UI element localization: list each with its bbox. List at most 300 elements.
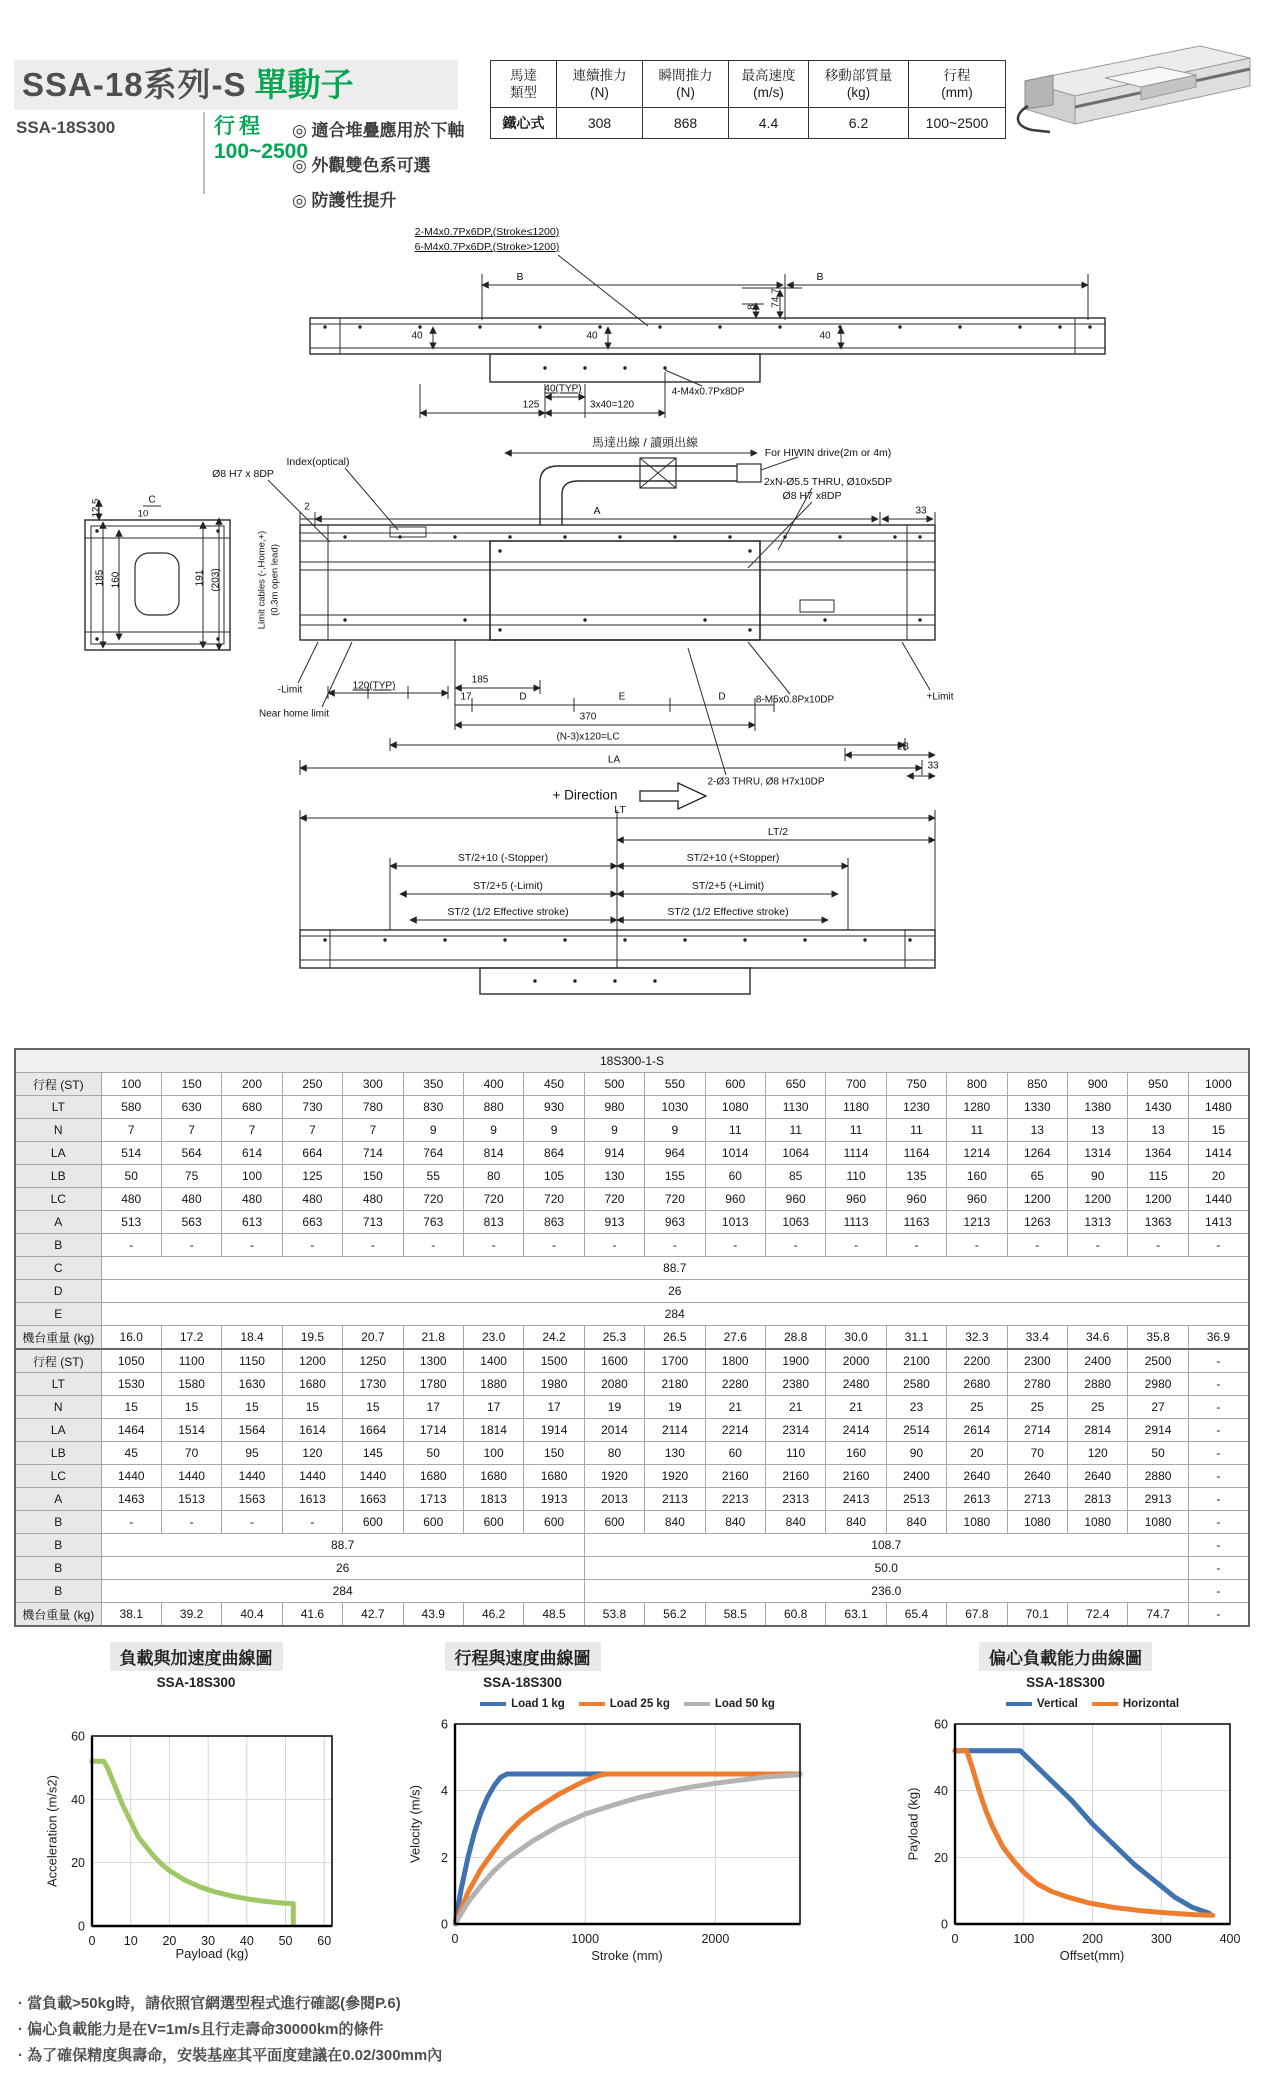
table-cell: 863	[524, 1211, 584, 1234]
spec-value: 100~2500	[909, 108, 1006, 139]
table-cell: 1380	[1068, 1096, 1128, 1119]
table-cell: 2880	[1128, 1465, 1188, 1488]
table-cell: 16.0	[101, 1326, 161, 1350]
chart-subtitle: SSA-18S300	[483, 1675, 562, 1690]
y-tick-label: 0	[941, 1917, 948, 1932]
table-cell: 24.2	[524, 1326, 584, 1350]
chart-header	[878, 1642, 1253, 1690]
drawing-shape	[573, 979, 576, 982]
drawing-shape	[85, 520, 230, 650]
dim-label: For HIWIN drive(2m or 4m)	[764, 447, 892, 459]
table-cell: 100	[222, 1165, 282, 1188]
table-cell: 1440	[161, 1465, 221, 1488]
dim-label: C	[148, 494, 156, 506]
table-row	[15, 1073, 1249, 1096]
table-cell: 713	[343, 1211, 403, 1234]
feature-bullet: ◎ 防護性提升	[292, 191, 397, 210]
x-tick-label: 1000	[571, 1932, 600, 1946]
dim-label: 185	[471, 674, 489, 686]
y-tick-label: 40	[934, 1784, 948, 1799]
table-cell: 720	[463, 1188, 523, 1211]
table-row	[15, 1396, 1249, 1419]
table-cell-merged: 284	[101, 1580, 584, 1603]
table-cell: 9	[463, 1119, 523, 1142]
table-cell: 600	[705, 1073, 765, 1096]
table-cell: 714	[343, 1142, 403, 1165]
table-cell: 120	[1068, 1442, 1128, 1465]
legend-swatch	[579, 1702, 605, 1706]
table-cell: 664	[282, 1142, 342, 1165]
dim-label: 185	[94, 569, 106, 587]
row-label: LA	[15, 1142, 101, 1165]
table-cell: 110	[826, 1165, 886, 1188]
table-row	[15, 1603, 1249, 1627]
table-cell: 15	[282, 1396, 342, 1419]
x-tick-label: 50	[278, 1934, 293, 1948]
table-cell: 150	[524, 1442, 584, 1465]
table-cell: 650	[765, 1073, 825, 1096]
drawing-shape	[688, 648, 726, 775]
table-cell: 2280	[705, 1373, 765, 1396]
table-cell: 480	[282, 1188, 342, 1211]
chart-plot	[40, 1700, 352, 1952]
table-cell: 1200	[1128, 1188, 1188, 1211]
drawing-shape	[478, 325, 481, 328]
table-cell: 17	[463, 1396, 523, 1419]
chart-stroke-velocity	[385, 1642, 817, 1987]
row-label: C	[15, 1257, 101, 1280]
table-cell: 2214	[705, 1419, 765, 1442]
table-cell: 58.5	[705, 1603, 765, 1627]
table-cell: -	[947, 1234, 1007, 1257]
table-cell: 564	[161, 1142, 221, 1165]
dim-label: -Limit	[277, 684, 303, 696]
table-cell: 53.8	[584, 1603, 644, 1627]
table-cell: 1914	[524, 1419, 584, 1442]
table-cell: 2300	[1007, 1349, 1067, 1373]
table-cell: 2113	[645, 1488, 705, 1511]
table-cell: 2780	[1007, 1373, 1067, 1396]
table-cell: 1280	[947, 1096, 1007, 1119]
table-cell: 34.6	[1068, 1326, 1128, 1350]
table-cell: 1713	[403, 1488, 463, 1511]
table-cell: 33.4	[1007, 1326, 1067, 1350]
table-cell-merged: 236.0	[584, 1580, 1188, 1603]
table-cell: -	[101, 1511, 161, 1534]
table-cell: 65.4	[886, 1603, 946, 1627]
table-cell: 2200	[947, 1349, 1007, 1373]
drawing-shape	[323, 325, 326, 328]
y-tick-label: 20	[71, 1856, 85, 1871]
dim-label: (0.3m open lead)	[269, 544, 281, 616]
dim-label: 40(TYP)	[544, 383, 582, 395]
drawing-shape	[658, 325, 661, 328]
table-cell: 80	[463, 1165, 523, 1188]
table-cell: 15	[101, 1396, 161, 1419]
table-cell: 813	[463, 1211, 523, 1234]
spec-header: 馬達 類型	[491, 61, 557, 108]
drawing-shape	[558, 255, 648, 326]
table-cell: -	[1188, 1349, 1249, 1373]
dim-label: (N-3)x120=LC	[556, 731, 620, 743]
x-axis-label: Payload (kg)	[175, 1946, 249, 1961]
table-cell: 1440	[101, 1465, 161, 1488]
x-tick-label: 10	[123, 1934, 138, 1948]
table-cell: 70.1	[1007, 1603, 1067, 1627]
x-tick-label: 400	[1219, 1932, 1241, 1946]
table-cell: 1464	[101, 1419, 161, 1442]
drawing-shape	[902, 642, 930, 690]
table-cell: 150	[161, 1073, 221, 1096]
chart-plot	[878, 1716, 1253, 1952]
table-cell: 1013	[705, 1211, 765, 1234]
row-label: LB	[15, 1442, 101, 1465]
table-cell: 1363	[1128, 1211, 1188, 1234]
dim-label: 3x40=120	[589, 399, 635, 411]
table-cell: 20	[1188, 1165, 1249, 1188]
drawing-shape	[653, 979, 656, 982]
table-cell: 1730	[343, 1373, 403, 1396]
drawing-shape	[778, 325, 781, 328]
table-cell: 21	[765, 1396, 825, 1419]
table-row	[15, 1373, 1249, 1396]
table-cell: 2813	[1068, 1488, 1128, 1511]
table-cell: 13	[1128, 1119, 1188, 1142]
drawing-shape	[298, 642, 318, 683]
table-cell: 630	[161, 1096, 221, 1119]
table-cell: 2413	[826, 1488, 886, 1511]
dim-label: 40	[411, 330, 423, 342]
table-cell: 2640	[1068, 1465, 1128, 1488]
table-cell: 1440	[343, 1465, 403, 1488]
drawing-shape	[803, 938, 806, 941]
drawing-shape	[583, 618, 586, 621]
y-tick-label: 60	[934, 1717, 948, 1732]
chart-subtitle: SSA-18S300	[1026, 1675, 1105, 1690]
drawing-shape	[623, 366, 626, 369]
table-cell: 814	[463, 1142, 523, 1165]
table-cell: 17	[524, 1396, 584, 1419]
model-code: SSA-18S300	[16, 118, 116, 137]
table-cell: 1263	[1007, 1211, 1067, 1234]
table-row	[15, 1534, 1249, 1557]
dim-label: B	[516, 271, 524, 283]
dim-label: Ø8 H7 x8DP	[782, 490, 842, 502]
dim-label: LB	[896, 741, 910, 753]
table-cell: 2180	[645, 1373, 705, 1396]
dim-label: ST/2+10 (+Stopper)	[686, 852, 780, 864]
table-cell: 2913	[1128, 1488, 1188, 1511]
table-cell: 1014	[705, 1142, 765, 1165]
dim-label: Ø8 H7 x 8DP	[212, 468, 274, 480]
chart-subtitle: SSA-18S300	[156, 1675, 236, 1690]
row-label: N	[15, 1396, 101, 1419]
table-cell: 1780	[403, 1373, 463, 1396]
table-cell: 960	[826, 1188, 886, 1211]
table-cell: 1680	[463, 1465, 523, 1488]
table-cell: 21.8	[403, 1326, 463, 1350]
drawing-shape	[135, 553, 179, 615]
dim-label: 191	[194, 569, 206, 587]
table-cell: 480	[161, 1188, 221, 1211]
drawing-lines	[0, 170, 1264, 1045]
x-tick-label: 40	[239, 1934, 254, 1948]
legend-item	[1006, 1698, 1078, 1710]
table-cell: 20	[947, 1442, 1007, 1465]
table-cell: 1430	[1128, 1096, 1188, 1119]
drawing-shape	[300, 525, 935, 640]
table-cell: 1080	[705, 1096, 765, 1119]
y-tick-label: 0	[78, 1919, 85, 1934]
table-cell: 40.4	[222, 1603, 282, 1627]
legend-swatch	[684, 1702, 710, 1706]
table-cell: 500	[584, 1073, 644, 1096]
table-cell: 960	[765, 1188, 825, 1211]
table-cell: 1163	[886, 1211, 946, 1234]
dim-label: D	[718, 691, 726, 703]
table-cell: 2400	[1068, 1349, 1128, 1373]
legend-label: Load 50 kg	[714, 1698, 775, 1710]
table-cell: 1200	[282, 1349, 342, 1373]
stroke-range: 100~2500	[214, 140, 309, 163]
table-cell: 1414	[1188, 1142, 1249, 1165]
spec-header: 瞬間推力 (N)	[643, 61, 729, 108]
drawing-shape	[783, 535, 786, 538]
table-cell: 60	[705, 1165, 765, 1188]
table-cell: 1680	[524, 1465, 584, 1488]
y-tick-label: 40	[71, 1792, 85, 1807]
table-cell: 125	[282, 1165, 342, 1188]
table-cell: 350	[403, 1073, 463, 1096]
table-cell-merged: -	[1188, 1557, 1249, 1580]
table-cell: 70	[161, 1442, 221, 1465]
table-row	[15, 1257, 1249, 1280]
table-cell: 130	[645, 1442, 705, 1465]
dim-label: ST/2+5 (-Limit)	[473, 880, 543, 892]
table-cell: 2713	[1007, 1488, 1067, 1511]
table-cell: 11	[947, 1119, 1007, 1142]
table-cell: 720	[403, 1188, 463, 1211]
table-row	[15, 1580, 1249, 1603]
dim-label: Index(optical)	[286, 456, 350, 468]
table-cell: 964	[645, 1142, 705, 1165]
table-cell: 1250	[343, 1349, 403, 1373]
chart-header	[385, 1642, 660, 1690]
table-cell: 50	[101, 1165, 161, 1188]
table-cell: -	[524, 1234, 584, 1257]
table-cell: 2314	[765, 1419, 825, 1442]
table-cell: 63.1	[826, 1603, 886, 1627]
drawing-shape	[918, 618, 921, 621]
table-cell: 11	[826, 1119, 886, 1142]
drawing-shape	[893, 535, 896, 538]
table-row	[15, 1142, 1249, 1165]
table-cell: -	[1188, 1511, 1249, 1534]
table-cell: 15	[1188, 1119, 1249, 1142]
table-cell: -	[1188, 1234, 1249, 1257]
table-row	[15, 1511, 1249, 1534]
table-cell: 720	[524, 1188, 584, 1211]
table-cell: 1300	[403, 1349, 463, 1373]
table-cell: 2513	[886, 1488, 946, 1511]
table-cell: 1180	[826, 1096, 886, 1119]
table-cell: 2914	[1128, 1419, 1188, 1442]
table-cell: 2640	[947, 1465, 1007, 1488]
table-cell: 21	[705, 1396, 765, 1419]
table-cell: 613	[222, 1211, 282, 1234]
table-cell: 110	[765, 1442, 825, 1465]
dim-label: ST/2 (1/2 Effective stroke)	[667, 906, 789, 918]
table-row	[15, 1303, 1249, 1326]
drawing-shape	[503, 938, 506, 941]
drawing-shape	[540, 466, 737, 525]
table-cell: 2980	[1128, 1373, 1188, 1396]
table-cell: 1080	[1007, 1511, 1067, 1534]
drawing-shape	[618, 535, 621, 538]
table-cell: 105	[524, 1165, 584, 1188]
table-cell: 1663	[343, 1488, 403, 1511]
row-label: B	[15, 1534, 101, 1557]
table-cell: 1200	[1068, 1188, 1128, 1211]
table-row	[15, 1119, 1249, 1142]
table-cell: 750	[886, 1073, 946, 1096]
table-cell-merged: 88.7	[101, 1257, 1249, 1280]
row-label: N	[15, 1119, 101, 1142]
row-label: A	[15, 1488, 101, 1511]
table-row	[15, 1280, 1249, 1303]
drawing-shape	[563, 535, 566, 538]
drawing-shape	[398, 535, 401, 538]
table-cell: 1000	[1188, 1073, 1249, 1096]
table-cell-merged: 108.7	[584, 1534, 1188, 1557]
table-cell: 1913	[524, 1488, 584, 1511]
dim-label: + Direction	[552, 787, 618, 803]
table-cell: 1920	[584, 1465, 644, 1488]
table-cell: 19	[584, 1396, 644, 1419]
table-cell: 1164	[886, 1142, 946, 1165]
table-cell: 1114	[826, 1142, 886, 1165]
table-row	[15, 1349, 1249, 1373]
table-cell: 90	[886, 1442, 946, 1465]
table-cell: 1214	[947, 1142, 1007, 1165]
chart-legend	[955, 1698, 1230, 1710]
drawing-shape	[358, 325, 361, 328]
table-cell: -	[886, 1234, 946, 1257]
table-cell: 1440	[1188, 1188, 1249, 1211]
series-title: SSA-18系列-S	[22, 66, 247, 103]
drawing-shape	[748, 502, 812, 568]
table-cell: -	[1188, 1465, 1249, 1488]
table-cell: 100	[463, 1442, 523, 1465]
table-cell: 9	[403, 1119, 463, 1142]
table-cell: 7	[282, 1119, 342, 1142]
table-cell: 1814	[463, 1419, 523, 1442]
table-cell: 9	[584, 1119, 644, 1142]
row-label: B	[15, 1557, 101, 1580]
table-cell: 45	[101, 1442, 161, 1465]
dim-label: 160	[110, 571, 122, 589]
table-cell: 1080	[1068, 1511, 1128, 1534]
table-cell: 17	[403, 1396, 463, 1419]
table-cell: 780	[343, 1096, 403, 1119]
table-cell: 840	[886, 1511, 946, 1534]
drawing-shape	[863, 938, 866, 941]
table-cell: 2400	[886, 1465, 946, 1488]
feature-bullet: ◎ 外觀雙色系可選	[292, 156, 431, 175]
table-cell: 7	[101, 1119, 161, 1142]
spec-value: 4.4	[729, 108, 809, 139]
row-label: LA	[15, 1419, 101, 1442]
drawing-shape	[838, 535, 841, 538]
drawing-shape	[748, 549, 751, 552]
dim-label: 10	[137, 508, 149, 520]
drawing-shape	[743, 938, 746, 941]
table-cell: 1500	[524, 1349, 584, 1373]
table-cell: 130	[584, 1165, 644, 1188]
table-cell: 1900	[765, 1349, 825, 1373]
table-cell: 913	[584, 1211, 644, 1234]
table-cell: 27.6	[705, 1326, 765, 1350]
table-cell: 2014	[584, 1419, 644, 1442]
spec-value: 6.2	[809, 108, 909, 139]
dim-label: ST/2 (1/2 Effective stroke)	[447, 906, 569, 918]
table-cell: 2880	[1068, 1373, 1128, 1396]
drawing-shape	[95, 637, 98, 640]
technical-drawings	[0, 170, 1264, 1045]
drawing-shape	[663, 366, 666, 369]
table-cell: 850	[1007, 1073, 1067, 1096]
table-cell: 2160	[826, 1465, 886, 1488]
table-cell: 48.5	[524, 1603, 584, 1627]
table-cell: 18.4	[222, 1326, 282, 1350]
row-label: B	[15, 1511, 101, 1534]
table-cell: -	[343, 1234, 403, 1257]
table-cell: 563	[161, 1211, 221, 1234]
table-cell: 980	[584, 1096, 644, 1119]
table-cell: 600	[584, 1511, 644, 1534]
row-label: LB	[15, 1165, 101, 1188]
table-cell: 2380	[765, 1373, 825, 1396]
table-cell: 1700	[645, 1349, 705, 1373]
x-tick-label: 30	[201, 1934, 216, 1948]
drawing-shape	[673, 535, 676, 538]
drawing-shape	[1058, 325, 1061, 328]
row-label: 行程 (ST)	[15, 1073, 101, 1096]
table-cell: 1530	[101, 1373, 161, 1396]
table-cell-merged: 26	[101, 1280, 1249, 1303]
drawing-shape	[623, 938, 626, 941]
legend-swatch	[480, 1702, 506, 1706]
row-label: B	[15, 1234, 101, 1257]
table-cell: 1313	[1068, 1211, 1128, 1234]
table-cell: -	[1188, 1419, 1249, 1442]
x-tick-label: 2000	[701, 1932, 730, 1946]
footnote: · 偏心負載能力是在V=1m/s且行走壽命30000km的條件	[18, 2021, 384, 2038]
table-cell: 15	[343, 1396, 403, 1419]
table-cell: 200	[222, 1073, 282, 1096]
y-tick-label: 4	[441, 1784, 448, 1799]
spec-table	[490, 60, 1006, 139]
table-cell: 1413	[1188, 1211, 1249, 1234]
table-cell: 1150	[222, 1349, 282, 1373]
drawing-shape	[958, 325, 961, 328]
table-cell: 663	[282, 1211, 342, 1234]
table-cell: 2714	[1007, 1419, 1067, 1442]
drawing-shape	[583, 366, 586, 369]
table-cell: 2013	[584, 1488, 644, 1511]
table-cell: 1330	[1007, 1096, 1067, 1119]
table-cell: 19.5	[282, 1326, 342, 1350]
